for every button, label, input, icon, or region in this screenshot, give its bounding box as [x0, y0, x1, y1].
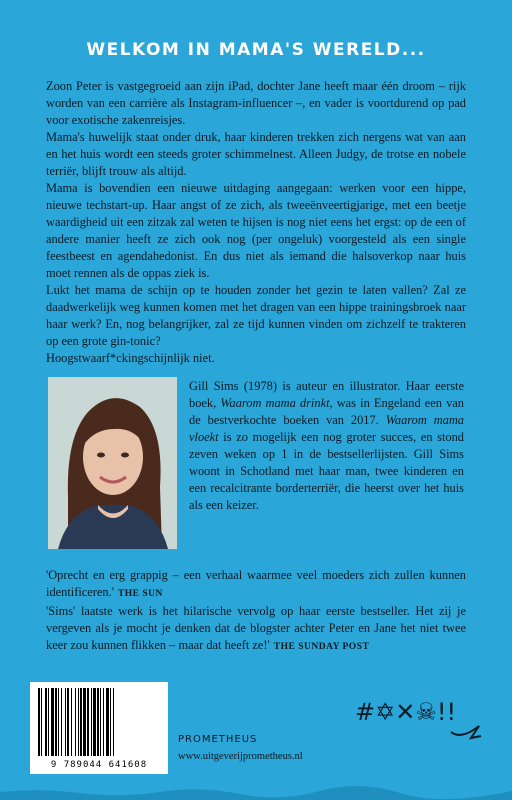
isbn-number: 9 789044 641608 — [50, 760, 148, 770]
blurb-paragraph: Hoogstwaarf*ckingschijnlijk niet. — [46, 351, 215, 365]
blurb-paragraph: Mama is bovendien een nieuwe uitdaging aangegaan: werken voor een hippe, nieuwe techstart-up. Haar angst of ze zich, als tweeënveertigjarige, met een beetje waardigheid uit een zitzak zal weten te hijsen is nog niet eens het ergst: op de een of andere manier heeft ze zich ook nog (per ongeluk) voorgesteld als een single feestbeest en agendahedonist. En dus niet als iemand die halsoverkop naar huis moet rennen als de oppas ziek is. — [46, 181, 466, 280]
bio-book-title: Waarom mama drinkt — [220, 396, 330, 410]
author-portrait-icon — [48, 377, 177, 549]
bio-rest: is zo mogelijk een nog groter succes, en stond zeven weken op 1 in de bestsellerlijsten. Gill Sims woont in Schotland met haar man, twee kinderen en een recalcitrante borderterriër, die heerst over het huis als een keizer. — [189, 430, 464, 512]
bio-book-title: Waarom mama vloekt — [189, 413, 464, 444]
quote-text: 'Oprecht en erg grappig – een verhaal waarmee veel moeders zich zullen kunnen identificeren.' — [46, 568, 466, 599]
author-photo — [48, 377, 177, 549]
publisher-logo: PROMETHEUS — [178, 734, 258, 745]
blurb-paragraph: Mama's huwelijk staat onder druk, haar kinderen trekken zich nergens wat van aan en het huis wordt een steeds groter schimmelnest. Alleen Judgy, de trotse en nobele terriër, blijft trouw als altijd. — [46, 130, 466, 178]
bio-mid: , was in Engeland een van de bestverkochte boeken van 2017. — [189, 396, 464, 427]
review-quote — [46, 567, 466, 603]
blurb — [46, 78, 466, 367]
swear-doodle-icon — [353, 688, 483, 753]
isbn-barcode — [30, 682, 168, 774]
torn-edge-decoration — [0, 786, 512, 800]
barcode-icon — [30, 682, 168, 762]
doodle-text: #✡✕☠!! — [355, 698, 457, 726]
publisher-url: www.uitgeverijprometheus.nl — [178, 751, 303, 762]
quote-source: THE SUN — [117, 589, 163, 599]
review-quote — [46, 603, 466, 656]
quote-source: THE SUNDAY POST — [273, 642, 370, 652]
blurb-paragraph: Zoon Peter is vastgegroeid aan zijn iPad, dochter Jane heeft maar één droom – rijk worden van een carrière als Instagram-influencer –, en vader is voortdurend op pad voor exotische zakenreisjes. — [46, 79, 466, 127]
quote-text: 'Sims' laatste werk is het hilarische vervolg op haar eerste bestseller. Het zij je vergeven als je mocht je denken dat de blogster achter Peter en Jane het niet twee keer zou kunnen flikken – maar dat heeft ze!' — [46, 604, 466, 652]
back-cover-title: WELKOM IN MAMA'S WERELD... — [86, 40, 426, 60]
blurb-paragraph: Lukt het mama de schijn op te houden zonder het gezin te laten vallen? Zal ze daadwerkelijk weg kunnen komen met het dragen van een hippe trainingsbroek naar haar werk? En, nog belangrijker, zal ze tijd kunnen vinden om zichzelf te trakteren op een grote gin-tonic? — [46, 283, 466, 348]
author-bio — [189, 378, 464, 514]
review-quotes — [46, 567, 466, 656]
bio-intro: Gill Sims (1978) is auteur en illustrator. Haar eerste boek, — [189, 379, 464, 410]
